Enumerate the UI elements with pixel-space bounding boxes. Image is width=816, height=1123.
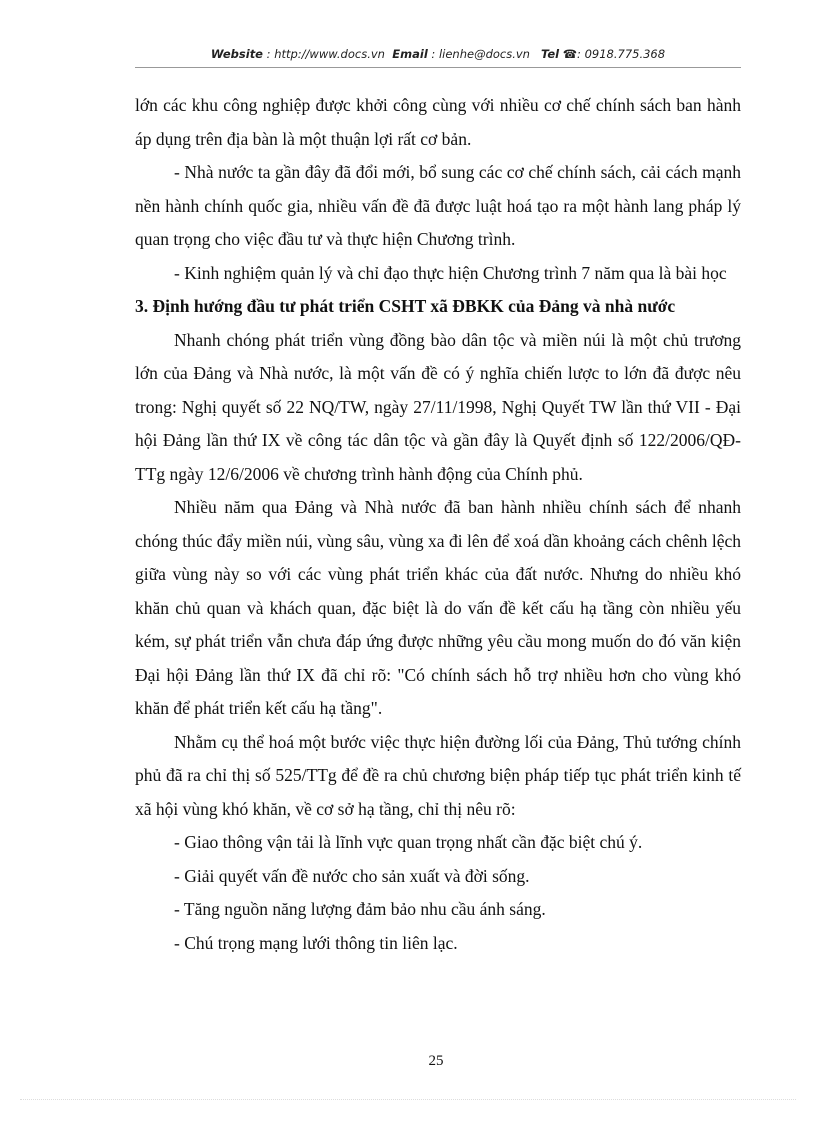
document-body [135, 89, 741, 960]
page-header [135, 47, 741, 61]
paragraph-continuation: lớn các khu công nghiệp được khởi công cùng với nhiều cơ chế chính sách ban hành áp dụng trên địa bàn là một thuận lợi rất cơ bản. [135, 95, 741, 149]
email-separator: : [427, 47, 439, 61]
header-divider [135, 67, 741, 68]
page-number: 25 [428, 1053, 444, 1069]
footer-divider [20, 1099, 796, 1100]
paragraph-directive: Nhằm cụ thể hoá một bước việc thực hiện đường lối của Đảng, Thủ tướng chính phủ đã ra chỉ thị số 525/TTg để đề ra chủ chương biện pháp tiếp tục phát triển kinh tế xã hội vùng khó khăn, về cơ sở hạ tầng, chỉ thị nêu rõ: [135, 731, 741, 819]
email-label: Email [392, 47, 428, 61]
list-item-water: - Giải quyết vấn đề nước cho sản xuất và đời sống. [174, 865, 530, 886]
paragraph-experience: - Kinh nghiệm quản lý và chỉ đạo thực hiện Chương trình 7 năm qua là bài học [174, 262, 727, 283]
phone-icon: ☎ [562, 47, 578, 61]
tel-value: 0918.775.368 [584, 47, 666, 61]
list-item-communication: - Chú trọng mạng lưới thông tin liên lạc. [174, 932, 458, 953]
tel-separator: : [577, 47, 585, 61]
website-link[interactable]: http://www.docs.vn [274, 47, 385, 61]
paragraph-policies: Nhiều năm qua Đảng và Nhà nước đã ban hành nhiều chính sách để nhanh chóng thúc đẩy miền núi, vùng sâu, vùng xa đi lên để xoá dần khoảng cách chênh lệch giữa vùng này so với các vùng phát triển khác của đất nước. Nhưng do nhiều khó khăn chủ quan và khách quan, đặc biệt là do vấn đề kết cấu hạ tầng còn nhiều yếu kém, sự phát triển vẫn chưa đáp ứng được những yêu cầu mong muốn do đó văn kiện Đại hội Đảng lần thứ IX đã chỉ rõ: "Có chính sách hỗ trợ nhiều hơn cho vùng khó khăn để phát triển kết cấu hạ tầng". [135, 497, 741, 718]
paragraph-strategy: Nhanh chóng phát triển vùng đồng bào dân tộc và miền núi là một chủ trương lớn của Đảng và Nhà nước, là một vấn đề có ý nghĩa chiến lược to lớn đã được nêu trong: Nghị quyết số 22 NQ/TW, ngày 27/11/1998, Nghị Quyết TW lần thứ VII - Đại hội Đảng lần thứ IX về công tác dân tộc và gần đây là Quyết định số 122/2006/QĐ-TTg ngày 12/6/2006 về chương trình hành động của Chính phủ. [135, 329, 741, 484]
tel-label: Tel [540, 47, 560, 61]
website-label: Website [210, 47, 263, 61]
list-item-energy: - Tăng nguồn năng lượng đảm bảo nhu cầu ánh sáng. [174, 899, 546, 919]
paragraph-policy-reform: - Nhà nước ta gần đây đã đổi mới, bổ sung các cơ chế chính sách, cải cách mạnh nền hành chính quốc gia, nhiều vấn đề đã được luật hoá tạo ra một hành lang pháp lý quan trọng cho việc đầu tư và thực hiện Chương trình. [135, 162, 741, 249]
list-item-transport: - Giao thông vận tải là lĩnh vực quan trọng nhất cần đặc biệt chú ý. [174, 832, 643, 852]
website-separator: : [263, 47, 275, 61]
section-heading: 3. Định hướng đầu tư phát triển CSHT xã ĐBKK của Đảng và nhà nước [135, 296, 676, 316]
email-link[interactable]: lienhe@docs.vn [438, 47, 530, 61]
